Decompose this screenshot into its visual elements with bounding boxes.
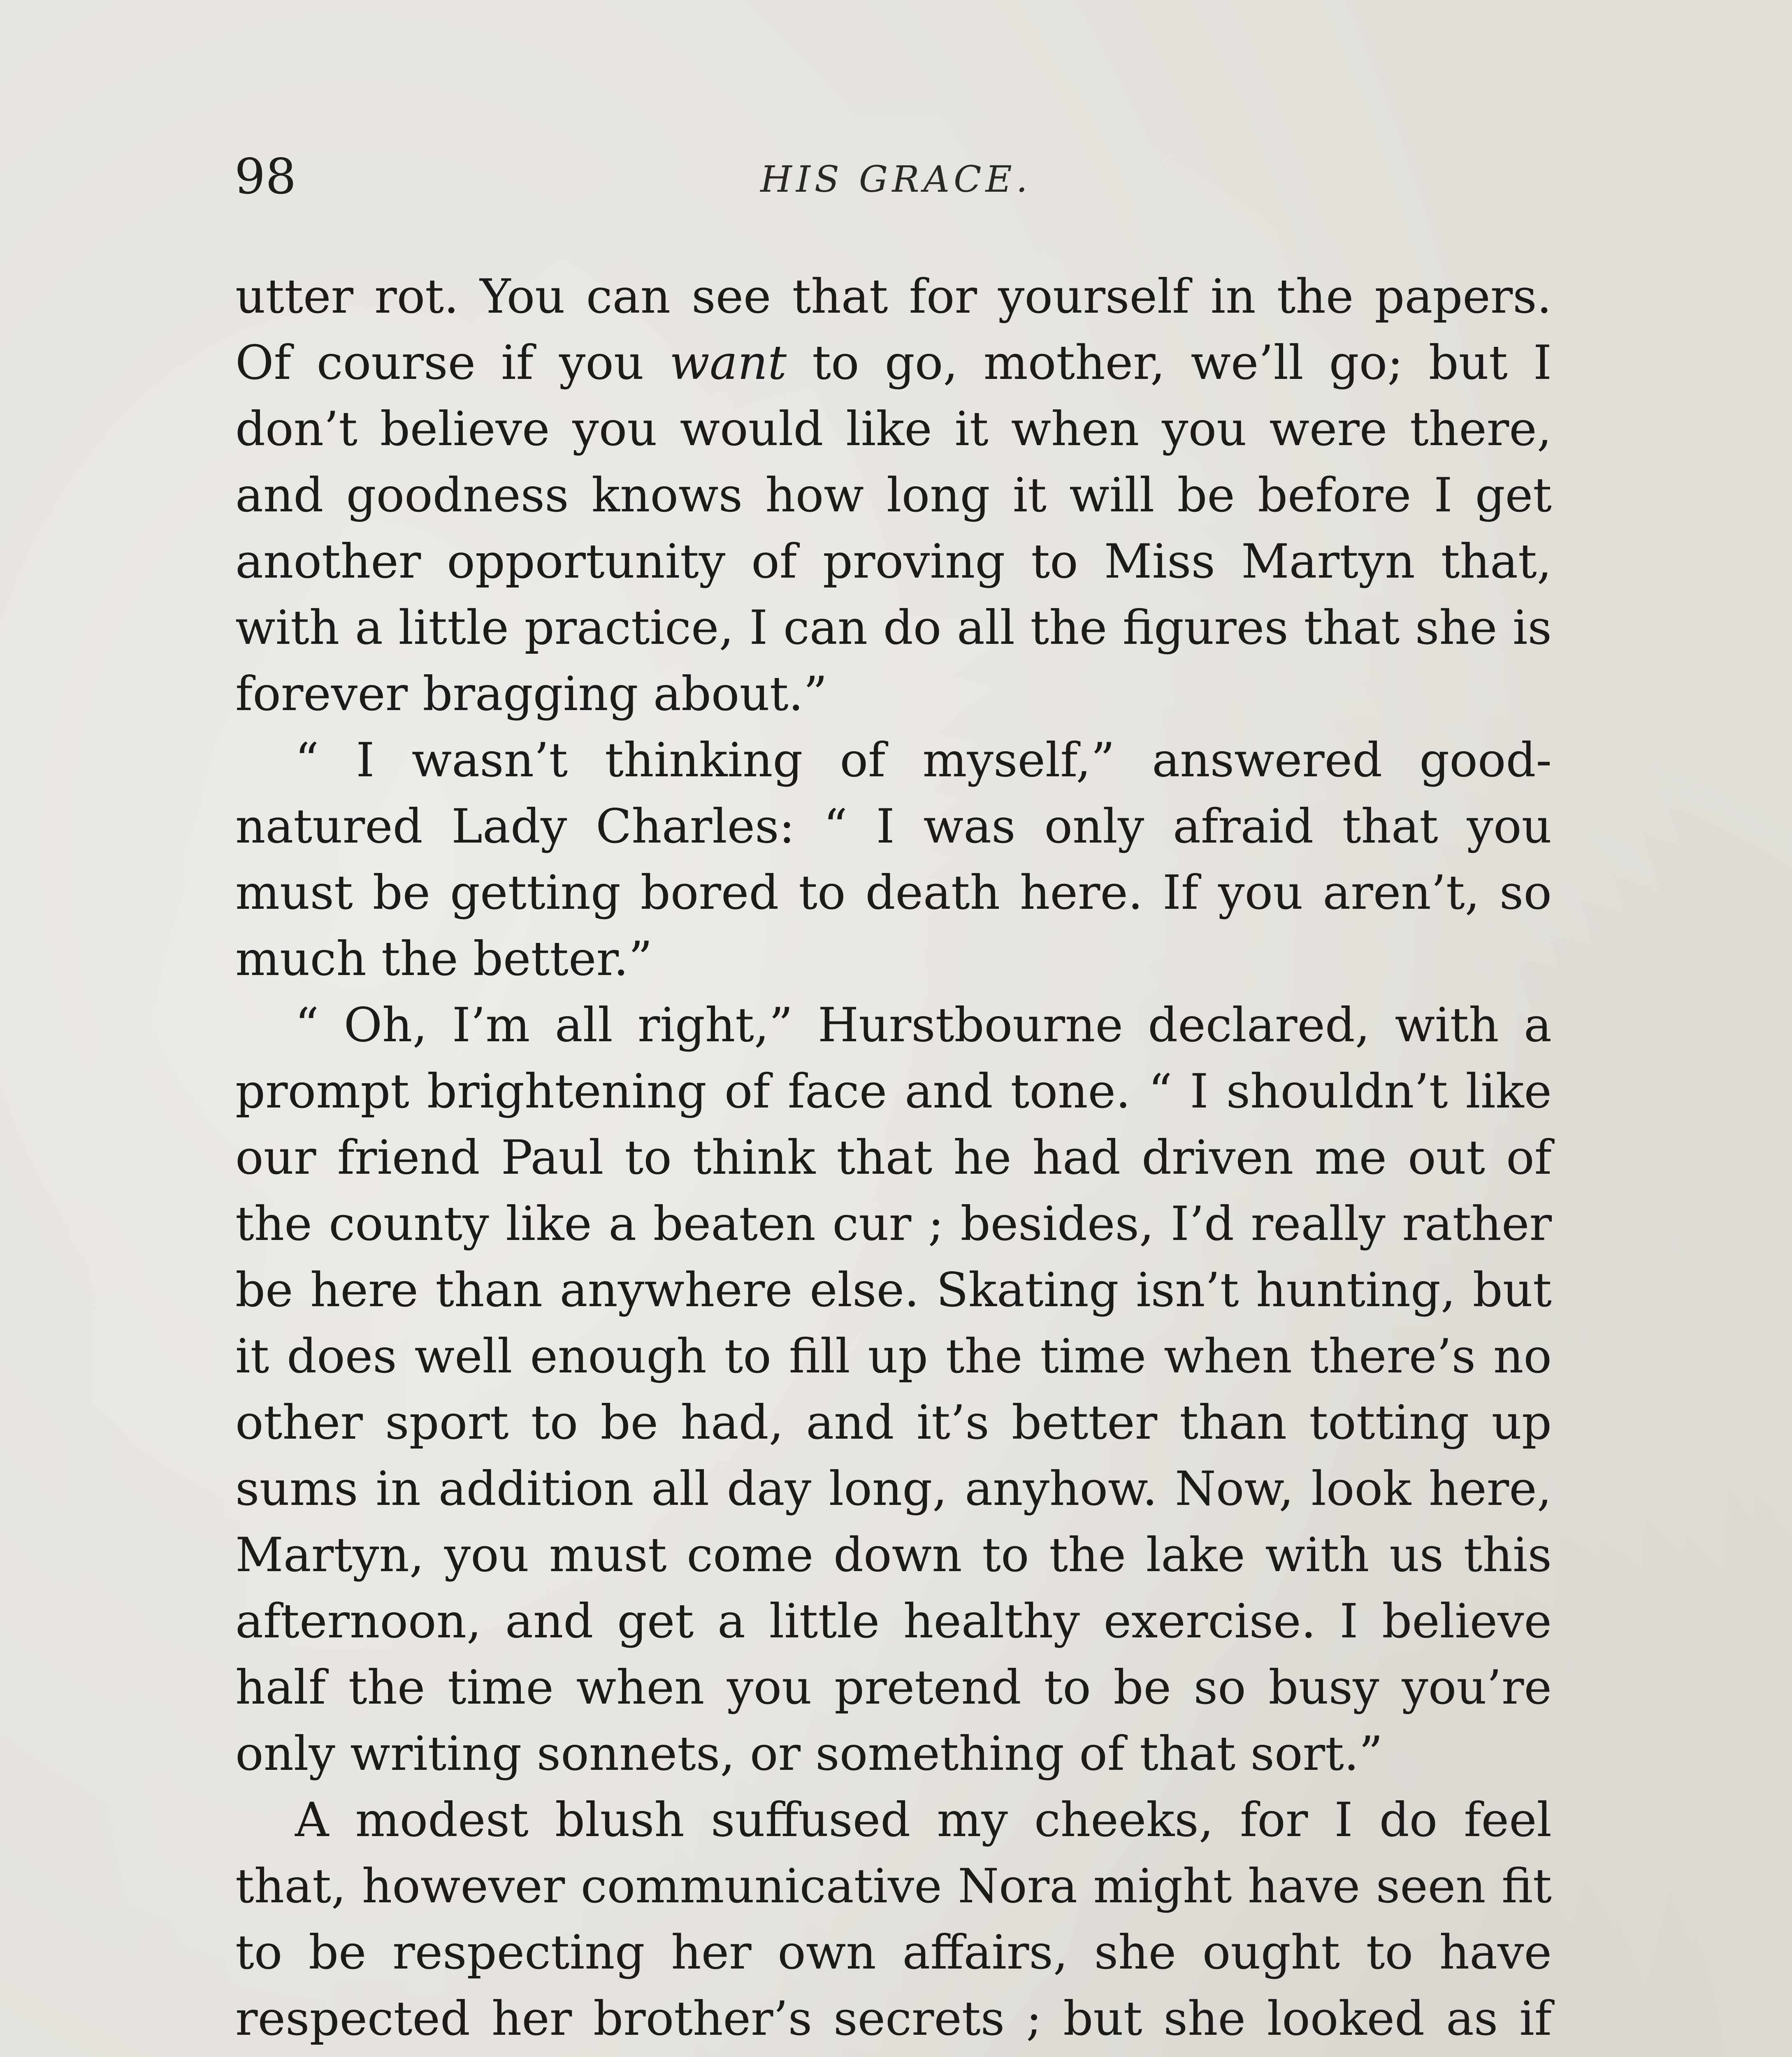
body-text (235, 263, 1552, 2057)
paragraph-1-text-b: to go, mother, we’ll go; but I don’t believe you would like it when you were there, and goodness knows how long it will be before I get another opportunity of proving to Miss Martyn that, with a little practice, I can do all the figures that she is forever bragging about.” (235, 335, 1552, 721)
paragraph-1-text-a: utter rot. You can see that for yourself in the papers. Of course if you (235, 269, 1552, 390)
page-number: 98 (234, 148, 297, 205)
paragraph-4: A modest blush suffused my cheeks, for I do feel that, however communicative Nora might have seen fit to be respecting her own affairs, she ought to have respected her brother’s secrets ; but she looked as if (235, 1792, 1552, 2046)
paragraph-1-italic-word: want (669, 335, 787, 390)
paragraph-3: “ Oh, I’m all right,” Hurstbourne declared, with a prompt brightening of face and tone. “ I shouldn’t like our friend Paul to think that he had driven me out of the county like a beaten cur ; besides, I’d really rather be here than anywhere else. Skating isn’t hunting, but it does well enough to fill up the time when there’s no other sport to be had, and it’s better than totting up sums in addition all day long, anyhow. Now, look here, Martyn, you must come down to the lake with us this afternoon, and get a little healthy exercise. I believe half the time when you pretend to be so busy you’re only writing sonnets, or something of that sort.” (235, 998, 1552, 1781)
paragraph-2: “ I wasn’t thinking of myself,” answered good-natured Lady Charles: “ I was only afraid that you must be getting bored to death here. If you aren’t, so much the better.” (235, 733, 1552, 986)
running-head: HIS GRACE. (760, 158, 1032, 200)
paragraph-1 (235, 263, 1552, 727)
